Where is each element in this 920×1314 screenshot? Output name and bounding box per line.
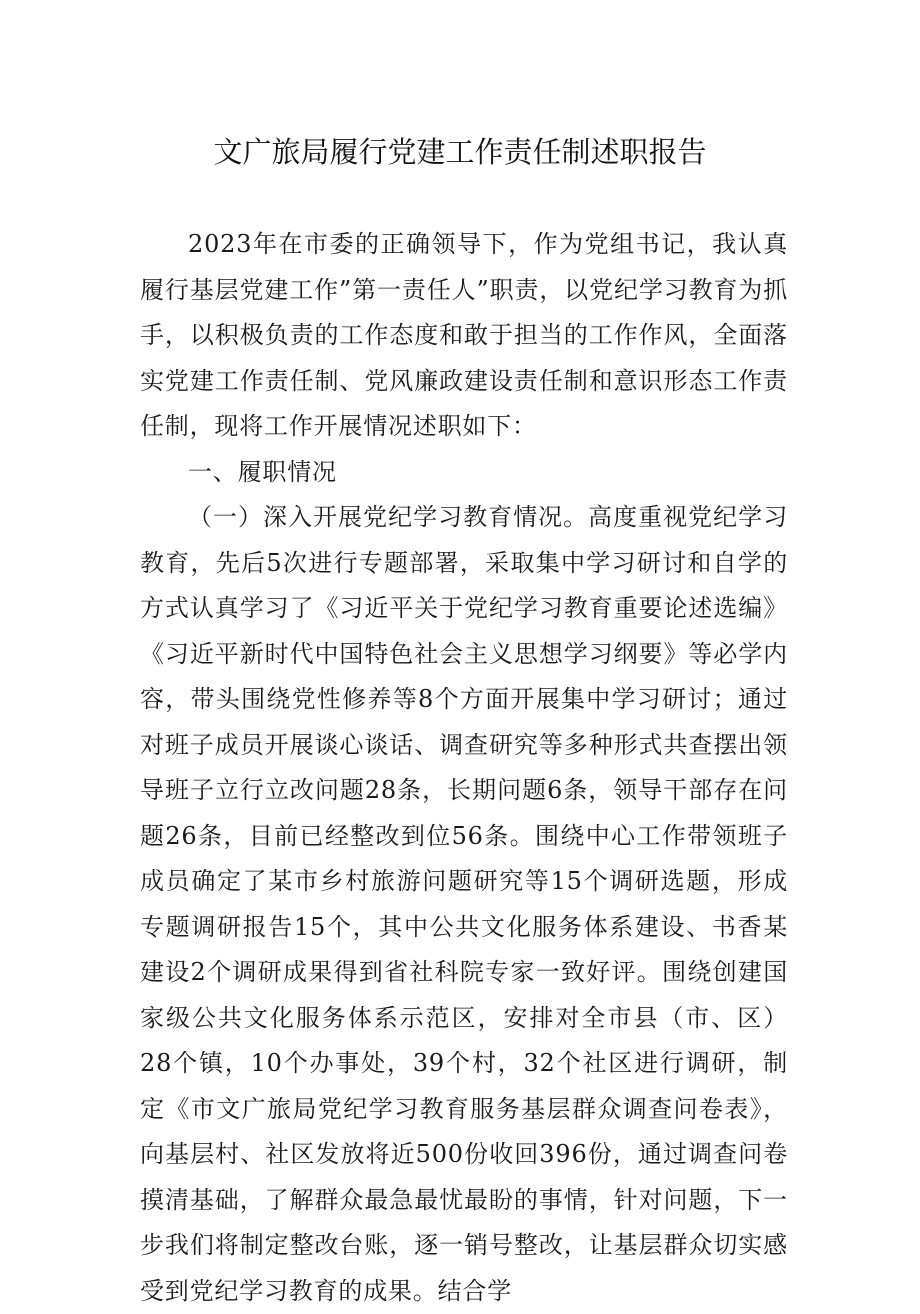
section-paragraph: （一）深入开展党纪学习教育情况。高度重视党纪学习教育，先后5次进行专题部署，采取集中学习研讨和自学的方式认真学习了《习近平关于党纪学习教育重要论述选编》《习近平新时代中国特色社会主义思想学习纲要》等必学内容，带头围绕党性修养等8个方面开展集中学习研讨；通过对班子成员开展谈心谈话、调查研究等多种形式共查摆出领导班子立行立改问题28条，长期问题6条，领导干部存在问题26条，目前已经整改到位56条。围绕中心工作带领班子成员确定了某市乡村旅游问题研究等15个调研选题，形成专题调研报告15个，其中公共文化服务体系建设、书香某建设2个调研成果得到省社科院专家一致好评。围绕创建国家级公共文化服务体系示范区，安排对全市县（市、区）28个镇，10个办事处，39个村，32个社区进行调研，制定《市文广旅局党纪学习教育服务基层群众调查问卷表》，向基层村、社区发放将近500份收回396份，通过调查问卷摸清基础，了解群众最急最忧最盼的事情，针对问题，下一步我们将制定整改台账，逐一销号整改，让基层群众切实感受到党纪学习教育的成果。结合学: [140, 503, 788, 1305]
document-body: [140, 222, 788, 1314]
section-heading: 一、履职情况: [188, 457, 337, 486]
document-title: 文广旅局履行党建工作责任制述职报告: [213, 135, 707, 169]
intro-paragraph: 2023年在市委的正确领导下，作为党组书记，我认真履行基层党建工作”第一责任人”职责，以党纪学习教育为抓手，以积极负责的工作态度和敢于担当的工作作风，全面落实党建工作责任制、党风廉政建设责任制和意识形态工作责任制，现将工作开展情况述职如下：: [140, 230, 788, 440]
